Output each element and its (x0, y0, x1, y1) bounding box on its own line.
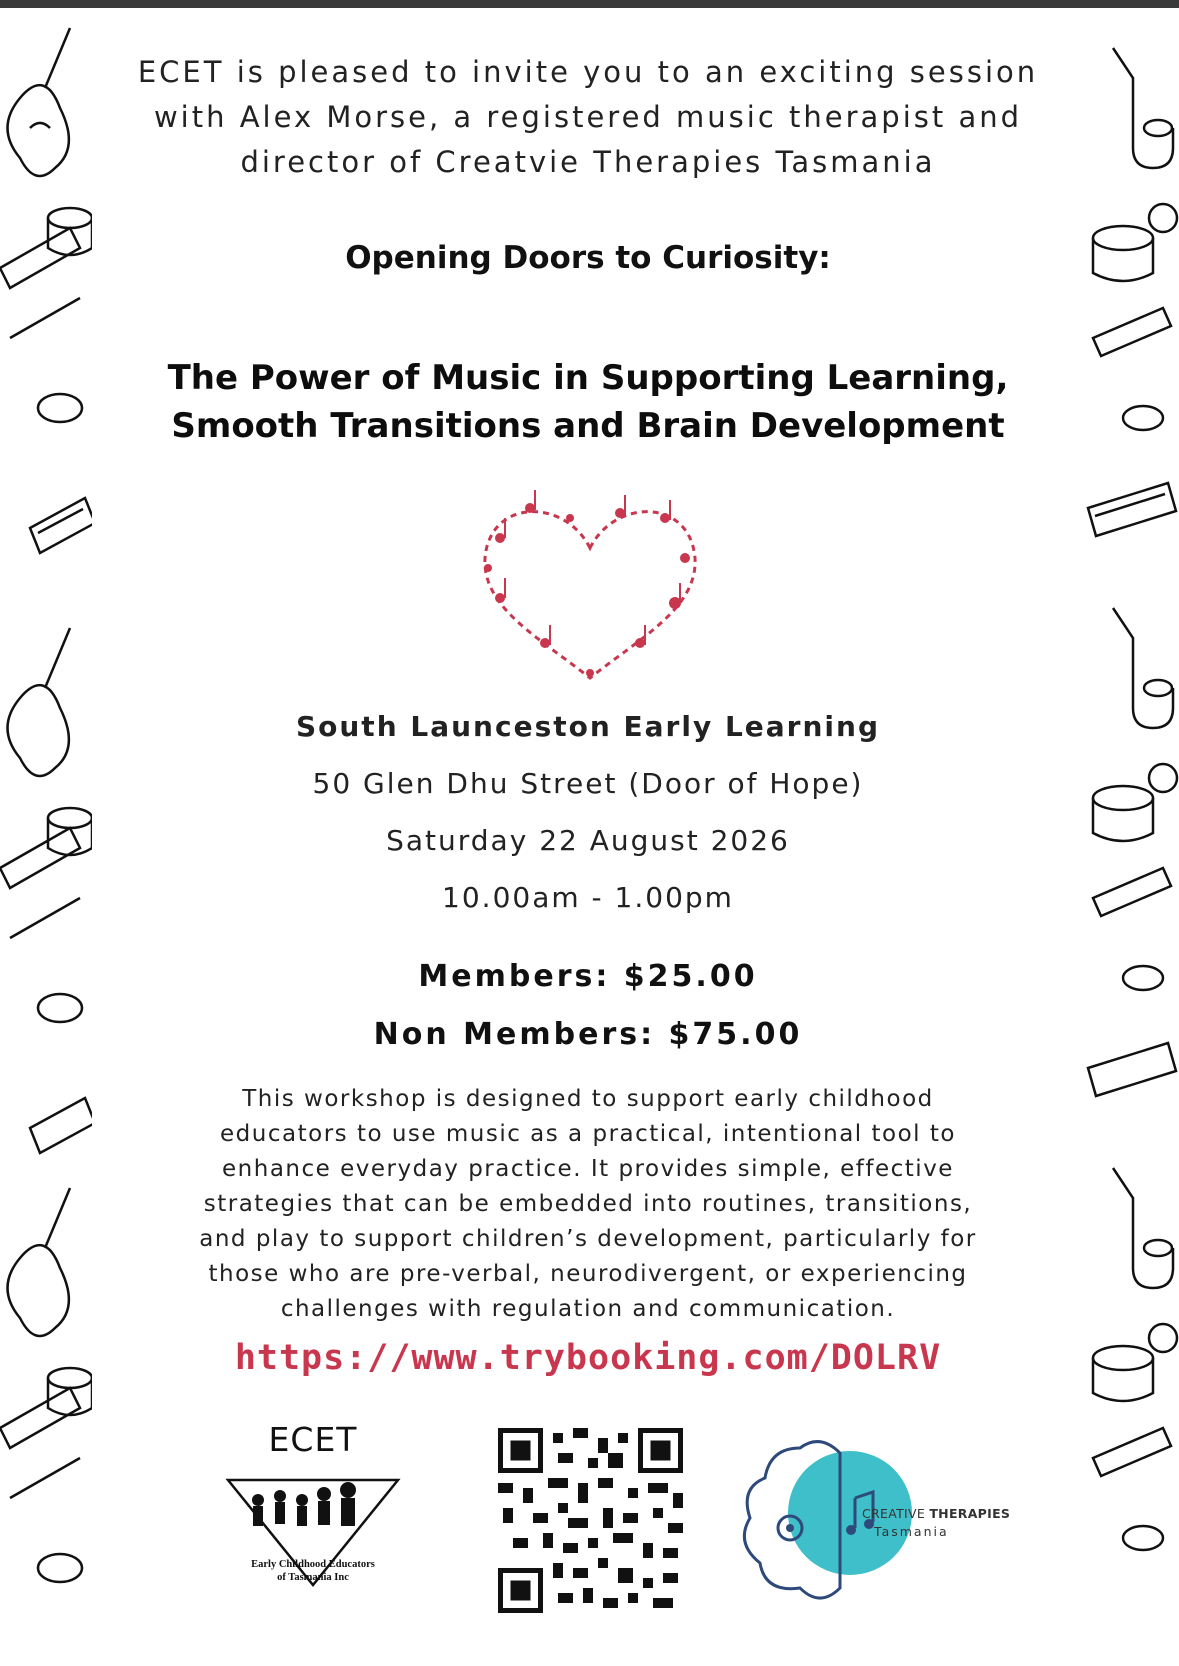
instrument-border-left (0, 8, 92, 1666)
instrument-pattern-left-icon (0, 8, 92, 1666)
saxophone-icon (1113, 48, 1173, 168)
ecet-caption-line: of Tasmania Inc (277, 1572, 349, 1583)
description-line: those who are pre-verbal, neurodivergent, or experiencing (208, 1261, 968, 1287)
session-subtitle: Opening Doors to Curiosity: (345, 240, 831, 276)
pricing (100, 948, 1076, 1064)
instrument-border-right (1083, 8, 1179, 1666)
violin-icon (8, 28, 71, 176)
ct-word-therapies: THERAPIES (929, 1506, 1011, 1521)
flyer-content (100, 8, 1076, 1666)
ecet-caption-line: Early Childhood Educators (251, 1559, 375, 1570)
booking-link[interactable]: https://www.trybooking.com/DOLRV (234, 1338, 942, 1378)
description-line: educators to use music as a practical, intentional tool to (220, 1121, 956, 1147)
description-line: This workshop is designed to support early childhood (242, 1086, 934, 1112)
member-price: Members: $25.00 (418, 959, 758, 994)
venue-name: South Launceston Early Learning (295, 710, 881, 743)
description-line: challenges with regulation and communication. (280, 1296, 896, 1322)
venue-address: 50 Glen Dhu Street (Door of Hope) (312, 767, 864, 800)
workshop-description (110, 1082, 1066, 1327)
top-edge-bar (0, 0, 1179, 8)
ecet-logo-word: ECET (268, 1420, 358, 1459)
keyboard-icon (1088, 483, 1176, 536)
invitation-text (100, 50, 1076, 185)
qr-code-icon[interactable] (498, 1428, 683, 1613)
description-line: and play to support children’s development, particularly for (199, 1226, 977, 1252)
description-line: strategies that can be embedded into routines, transitions, (203, 1191, 973, 1217)
ct-wordmark (862, 1506, 1010, 1521)
event-date: Saturday 22 August 2026 (386, 824, 790, 857)
drum-icon (1093, 204, 1177, 281)
instrument-pattern-right-icon (1083, 8, 1179, 1666)
ecet-logo (218, 1420, 408, 1610)
ct-word-creative: CREATIVE (862, 1506, 926, 1521)
music-note-heart-icon (470, 478, 710, 688)
ecet-caption (218, 1558, 408, 1584)
invitation-line: with Alex Morse, a registered music therapist and (153, 100, 1023, 134)
brain-icon (730, 1438, 930, 1608)
trombone-icon (1093, 308, 1171, 430)
ct-word-tasmania: Tasmania (874, 1524, 949, 1539)
event-time: 10.00am - 1.00pm (442, 881, 734, 914)
event-details (100, 698, 1076, 926)
description-line: enhance everyday practice. It provides simple, effective (222, 1156, 954, 1182)
non-member-price: Non Members: $75.00 (373, 1017, 803, 1052)
keyboard-icon (30, 498, 92, 553)
session-title (100, 354, 1076, 450)
title-line: The Power of Music in Supporting Learning, (167, 358, 1009, 398)
title-line: Smooth Transitions and Brain Development (171, 406, 1005, 446)
creative-therapies-logo (730, 1438, 1060, 1608)
trombone-icon (0, 228, 82, 422)
invitation-line: director of Creatvie Therapies Tasmania (240, 145, 936, 179)
drum-icon (48, 208, 92, 255)
invitation-line: ECET is pleased to invite you to an exciting session (137, 55, 1039, 89)
